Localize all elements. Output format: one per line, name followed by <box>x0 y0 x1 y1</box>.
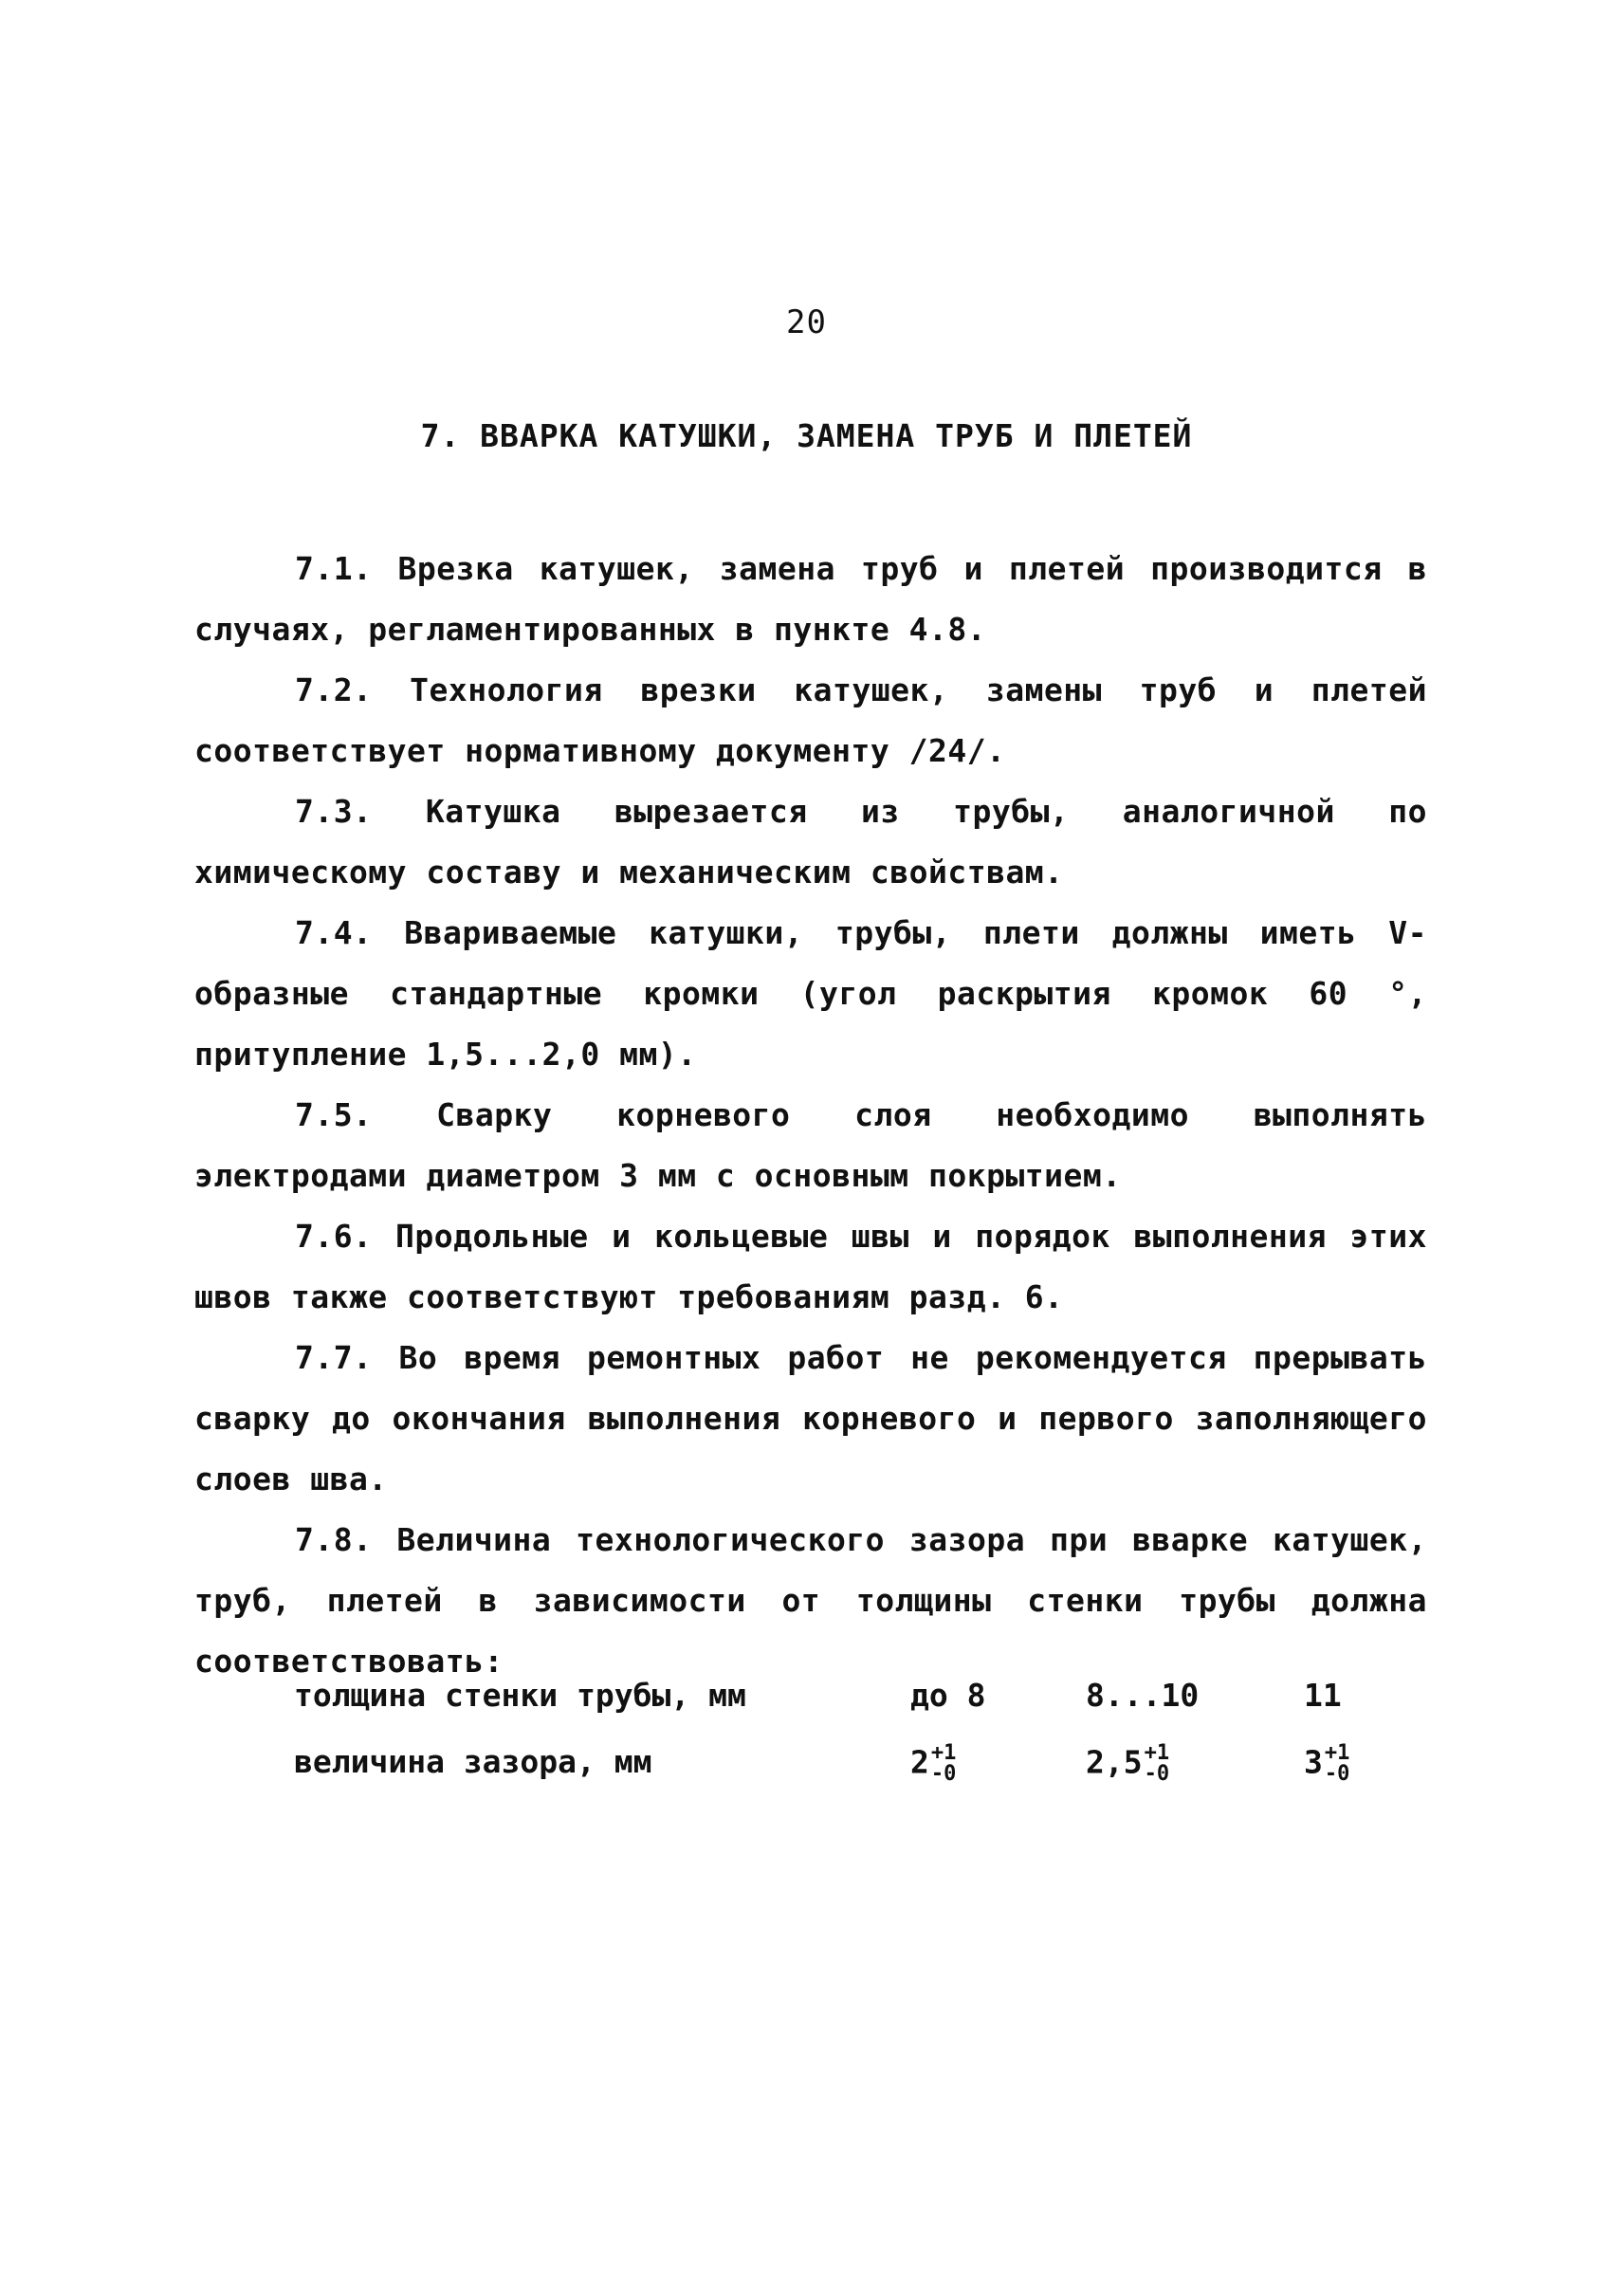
section-heading: 7. ВВАРКА КАТУШКИ, ЗАМЕНА ТРУБ И ПЛЕТЕЙ <box>420 417 1193 454</box>
gap-base: 2,5 <box>1086 1743 1143 1781</box>
gap-table <box>194 1677 1427 1809</box>
body-text <box>194 539 1427 1692</box>
gap-tolerance <box>1325 1743 1350 1785</box>
paragraph-7-7: 7.7. Во время ремонтных работ не рекомендуется прерывать сварку до окончания выполнения корневого и первого заполняющего слоев шва. <box>194 1339 1427 1497</box>
tolerance-minus: -0 <box>1324 1762 1350 1786</box>
thickness-value: 8...10 <box>1086 1677 1200 1714</box>
paragraph-7-8: 7.8. Величина технологического зазора при вварке катушек, труб, плетей в зависимости от толщины стенки трубы должна соответствовать: <box>194 1521 1427 1680</box>
paragraph-7-1: 7.1. Врезка катушек, замена труб и плетей производится в случаях, регламентированных в пункте 4.8. <box>194 550 1427 648</box>
paragraph-7-3: 7.3. Катушка вырезается из трубы, аналогичной по химическому составу и механическим свойствам. <box>194 793 1427 891</box>
gap-base: 3 <box>1304 1743 1323 1781</box>
gap-label: величина зазора, мм <box>294 1743 652 1780</box>
gap-value <box>1086 1743 1169 1785</box>
thickness-row <box>194 1677 1427 1743</box>
gap-tolerance <box>1145 1743 1170 1785</box>
thickness-value: до 8 <box>910 1677 986 1714</box>
tolerance-plus: +1 <box>1324 1741 1350 1765</box>
thickness-value: 11 <box>1304 1677 1342 1714</box>
gap-base: 2 <box>910 1743 929 1781</box>
gap-tolerance <box>931 1743 957 1785</box>
paragraph-7-6: 7.6. Продольные и кольцевые швы и порядок выполнения этих швов также соответствуют требованиям разд. 6. <box>194 1218 1427 1315</box>
gap-value <box>1304 1743 1349 1785</box>
gap-value <box>910 1743 956 1785</box>
tolerance-minus: -0 <box>930 1762 957 1786</box>
thickness-label: толщина стенки трубы, мм <box>294 1677 746 1714</box>
tolerance-plus: +1 <box>1144 1741 1170 1765</box>
paragraph-7-5: 7.5. Сварку корневого слоя необходимо выполнять электродами диаметром 3 мм с основным покрытием. <box>194 1096 1427 1194</box>
gap-row <box>194 1743 1427 1809</box>
page-number: 20 <box>786 303 827 341</box>
paragraph-7-2: 7.2. Технология врезки катушек, замены труб и плетей соответствует нормативному документу /24/. <box>194 671 1427 769</box>
paragraph-7-4: 7.4. Ввариваемые катушки, трубы, плети должны иметь V-образные стандартные кромки (угол раскрытия кромок 60 °, притупление 1,5...2,0 мм). <box>194 914 1427 1073</box>
tolerance-plus: +1 <box>930 1741 957 1765</box>
tolerance-minus: -0 <box>1144 1762 1170 1786</box>
